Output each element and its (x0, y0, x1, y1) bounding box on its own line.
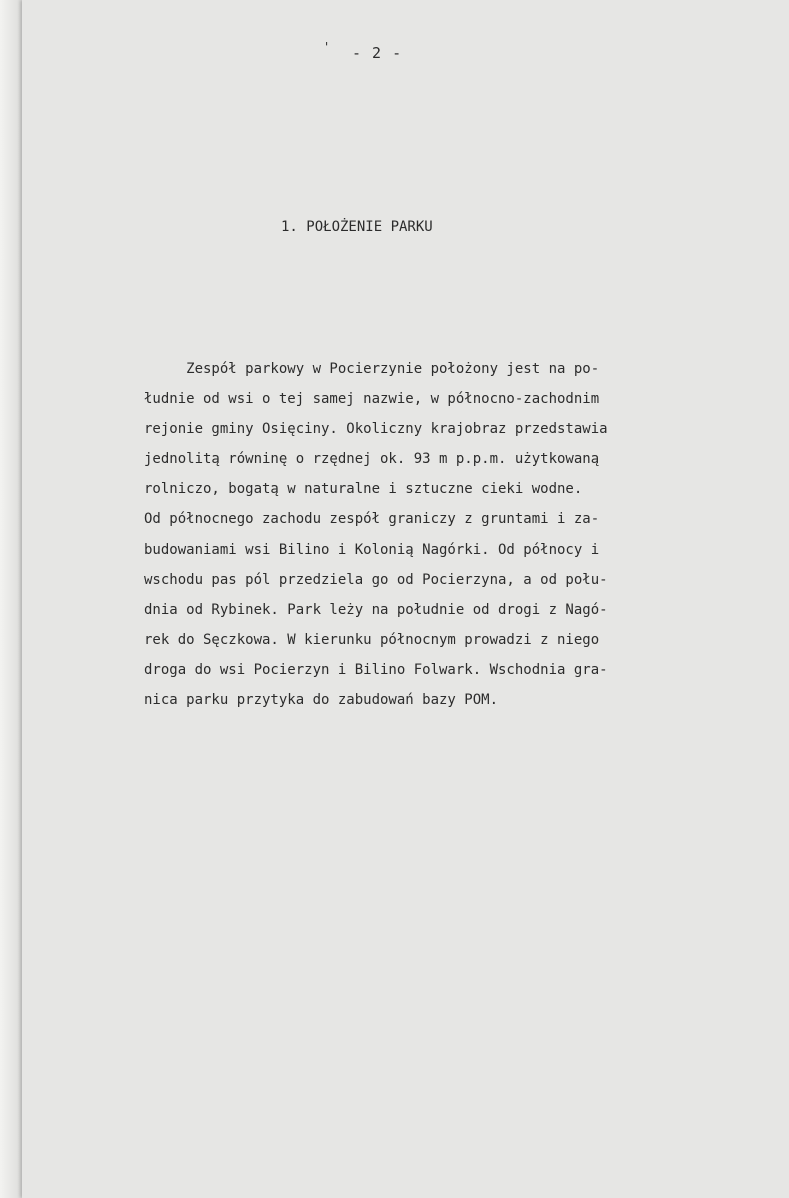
body-paragraph (144, 360, 784, 721)
text-line: nica parku przytyka do zabudowań bazy POM. (144, 692, 499, 709)
text-line: wschodu pas pól przedziela go od Pocierzyna, a od połu- (144, 571, 608, 588)
previous-page-edge (0, 0, 22, 1198)
text-line: Od północnego zachodu zespół graniczy z gruntami i za- (144, 511, 600, 528)
text-line: łudnie od wsi o tej samej nazwie, w północno-zachodnim (144, 391, 600, 408)
stray-mark: ' (323, 40, 331, 54)
text-line: droga do wsi Pocierzyn i Bilino Folwark. Wschodnia gra- (144, 661, 608, 678)
text-line: rolniczo, bogatą w naturalne i sztuczne cieki wodne. (144, 481, 583, 498)
document-page (22, 0, 789, 1198)
section-title: 1. POŁOŻENIE PARKU (281, 219, 433, 235)
text-line: dnia od Rybinek. Park leży na południe od drogi z Nagó- (144, 601, 608, 618)
text-line: rek do Sęczkowa. W kierunku północnym prowadzi z niego (144, 631, 600, 648)
text-line: budowaniami wsi Bilino i Kolonią Nagórki. Od północy i (144, 541, 600, 558)
text-line: rejonie gminy Osięciny. Okoliczny krajobraz przedstawia (144, 421, 608, 438)
text-line: jednolitą równinę o rzędnej ok. 93 m p.p.m. użytkowaną (144, 451, 600, 468)
text-line: Zespół parkowy w Pocierzynie położony jest na po- (144, 361, 600, 377)
page-number: - 2 - (352, 44, 403, 62)
